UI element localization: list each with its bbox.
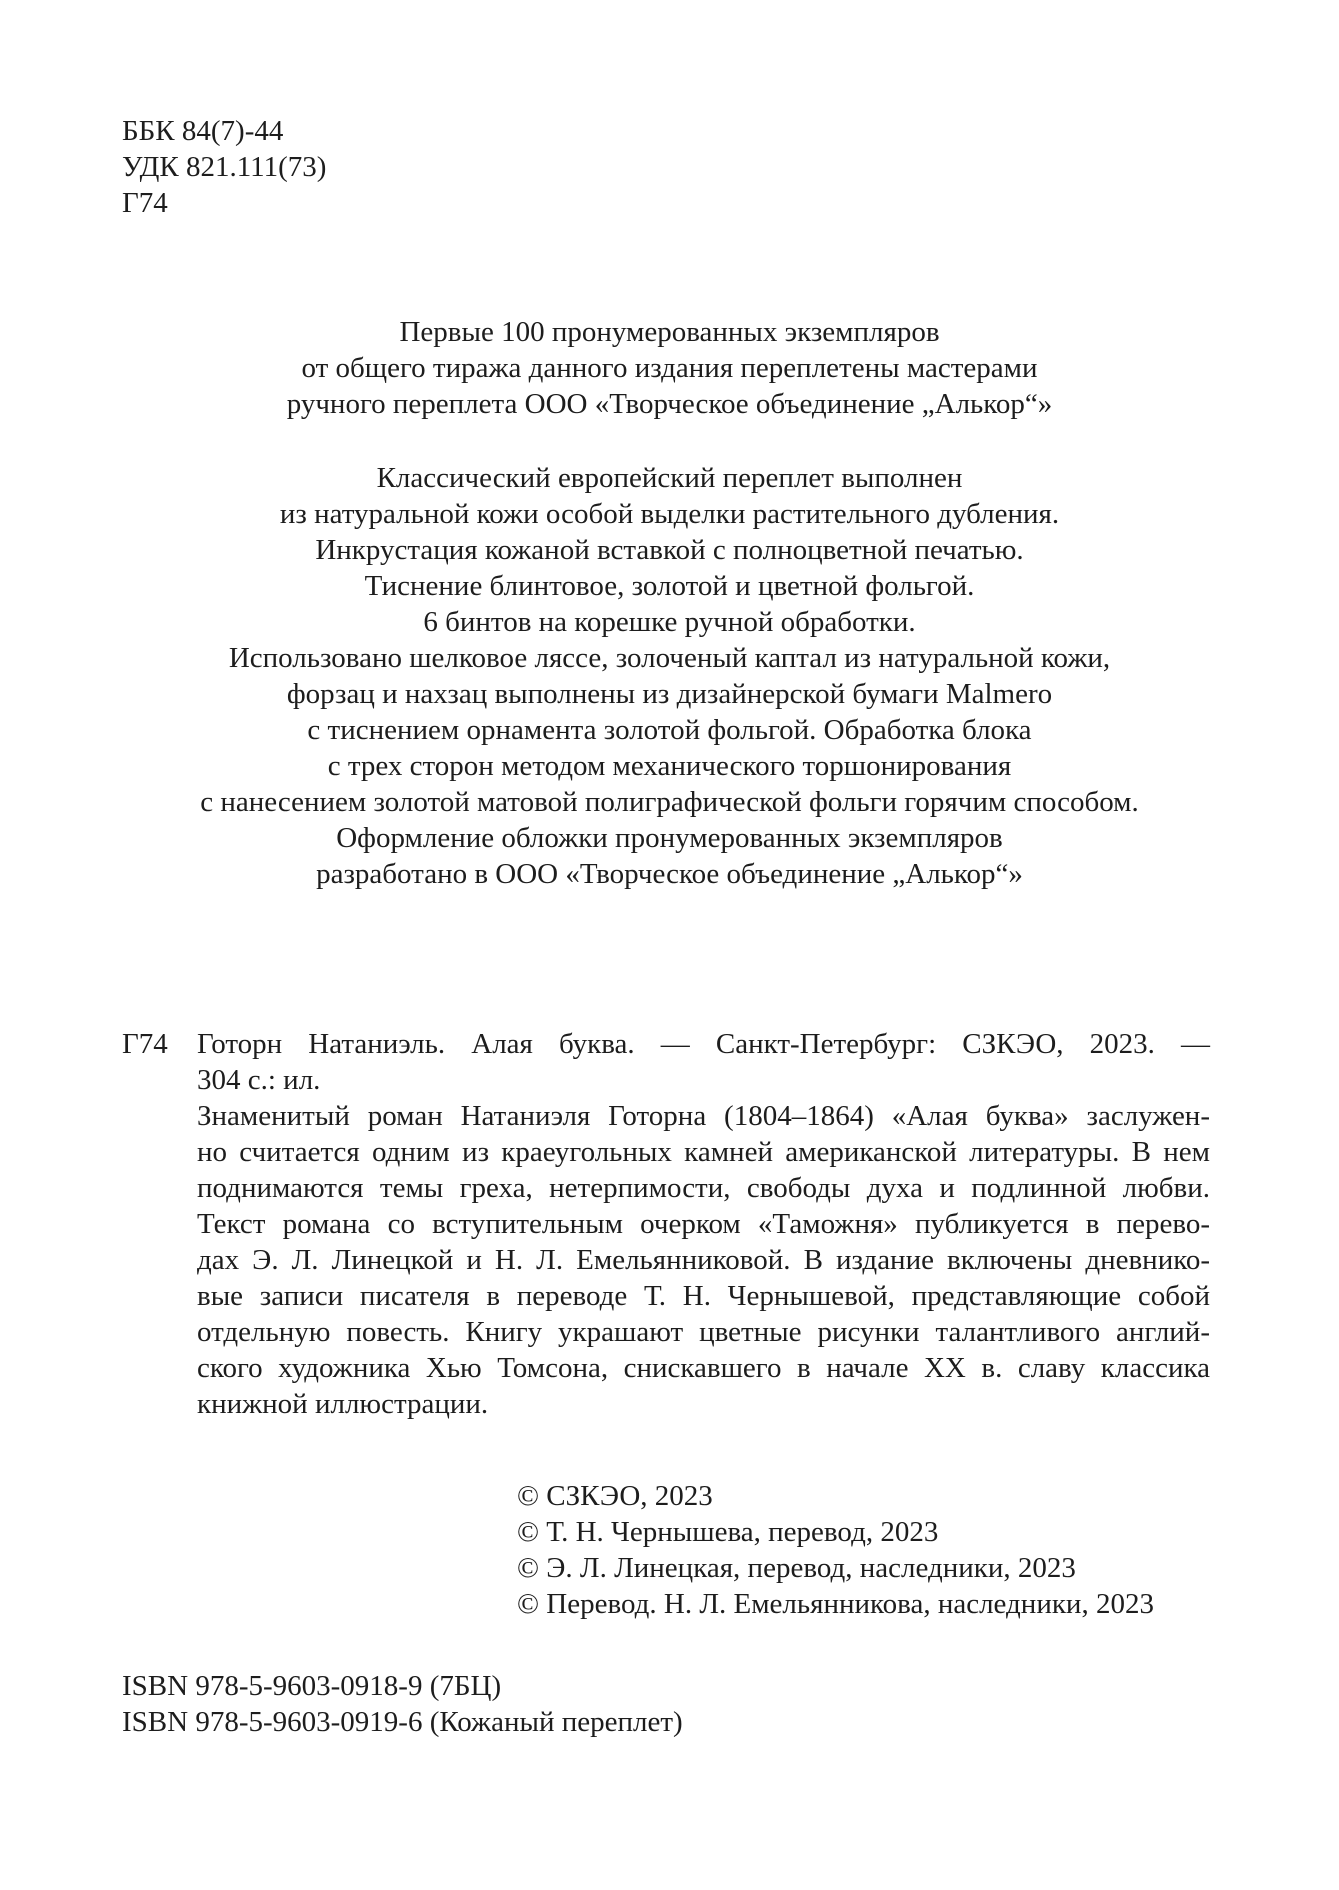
isbn-line: ISBN 978-5-9603-0919-6 (Кожаный переплет): [122, 1706, 683, 1738]
binding-line: форзац и нахзац выполнены из дизайнерской бумаги Malmero: [286, 678, 1053, 710]
binding-line: Инкрустация кожаной вставкой с полноцветной печатью.: [315, 534, 1024, 566]
binding-line: Оформление обложки пронумерованных экземпляров: [336, 822, 1003, 854]
numbered-copies-line: ручного переплета ООО «Творческое объединение „Алькор“»: [286, 388, 1053, 420]
binding-line: Классический европейский переплет выполнен: [376, 462, 963, 494]
annotation-line: Знаменитый роман Натаниэля Готорна (1804–1864) «Алая буква» заслужен-: [197, 1100, 1210, 1132]
copyright-line: © Т. Н. Чернышева, перевод, 2023: [517, 1516, 939, 1548]
binding-description: [130, 460, 1209, 892]
binding-line: с нанесением золотой матовой полиграфической фольги горячим способом.: [200, 786, 1139, 818]
record-head-line: Готорн Натаниэль. Алая буква. — Санкт-Петербург: СЗКЭО, 2023. —: [197, 1028, 1210, 1060]
annotation-line: ского художника Хью Томсона, снискавшего в начале XX в. славу классика: [197, 1352, 1210, 1384]
binding-line: Использовано шелковое ляссе, золоченый каптал из натуральной кожи,: [228, 642, 1111, 674]
udk-code: УДК 821.111(73): [122, 151, 327, 183]
classification-codes: [122, 113, 326, 221]
isbn-block: [122, 1668, 683, 1740]
copyright-block: [517, 1478, 1154, 1622]
binding-line: разработано в ООО «Творческое объединение „Алькор“»: [316, 858, 1023, 890]
annotation-line: отдельную повесть. Книгу украшают цветные рисунки талантливого англий-: [197, 1316, 1210, 1348]
binding-line: с тиснением орнамента золотой фольгой. Обработка блока: [307, 714, 1032, 746]
record-body: [197, 1026, 1210, 1422]
record-code: Г74: [122, 1028, 168, 1060]
annotation-line: поднимаются темы греха, нетерпимости, свободы духа и подлинной любви.: [197, 1172, 1210, 1204]
author-sign: Г74: [122, 187, 168, 219]
annotation-line: Текст романа со вступительным очерком «Таможня» публикуется в перево-: [197, 1208, 1210, 1240]
record-pages: 304 с.: ил.: [197, 1064, 321, 1096]
bbk-code: ББК 84(7)-44: [122, 115, 284, 147]
annotation-line: вые записи писателя в переводе Т. Н. Чернышевой, представляющие собой: [197, 1280, 1210, 1312]
binding-line: с трех сторон методом механического торшонирования: [327, 750, 1012, 782]
numbered-copies-note: [130, 314, 1209, 422]
isbn-line: ISBN 978-5-9603-0918-9 (7БЦ): [122, 1670, 502, 1702]
numbered-copies-line: от общего тиража данного издания переплетены мастерами: [301, 352, 1038, 384]
copyright-line: © СЗКЭО, 2023: [517, 1480, 713, 1512]
binding-line: из натуральной кожи особой выделки растительного дубления.: [279, 498, 1060, 530]
numbered-copies-line: Первые 100 пронумерованных экземпляров: [399, 316, 940, 348]
binding-line: 6 бинтов на корешке ручной обработки.: [423, 606, 916, 638]
annotation-line: но считается одним из краеугольных камней американской литературы. В нем: [197, 1136, 1210, 1168]
copyright-line: © Перевод. Н. Л. Емельянникова, наследники, 2023: [517, 1588, 1154, 1620]
annotation-line: книжной иллюстрации.: [197, 1388, 489, 1420]
annotation-line: дах Э. Л. Линецкой и Н. Л. Емельянниковой. В издание включены дневнико-: [197, 1244, 1210, 1276]
binding-line: Тиснение блинтовое, золотой и цветной фольгой.: [364, 570, 975, 602]
copyright-line: © Э. Л. Линецкая, перевод, наследники, 2023: [517, 1552, 1076, 1584]
